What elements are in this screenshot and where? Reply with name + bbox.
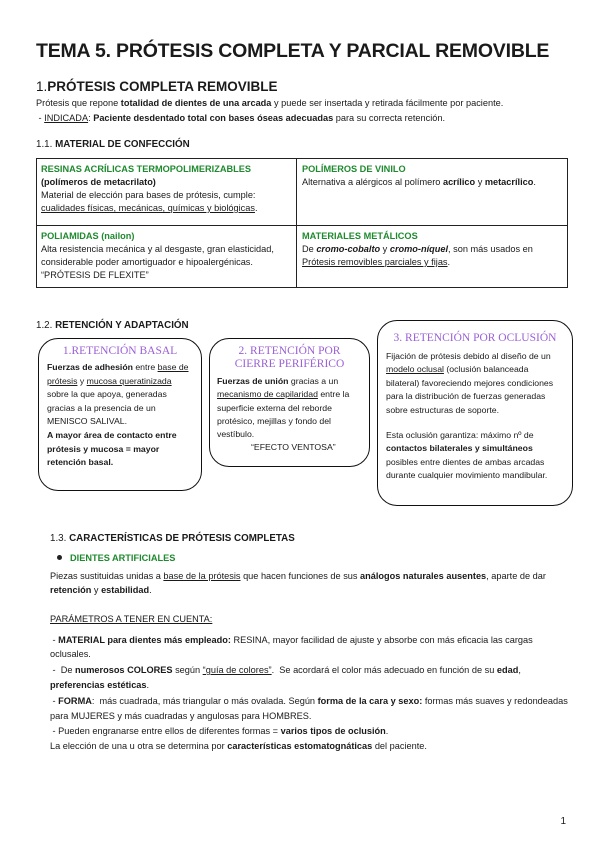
text: y [91, 585, 102, 595]
cell-text: . [533, 177, 536, 187]
cell-text: , son más usados en [448, 244, 533, 254]
cell-text: y [380, 244, 390, 254]
box-text: para la distribución de fuerzas generadas [386, 391, 546, 402]
paragraph-line [50, 725, 388, 738]
box-text: MENISCO SALIVAL. [47, 416, 127, 427]
cell-text-bold: acrílico [442, 177, 476, 187]
box-text: (oclusión balanceada [443, 364, 529, 375]
text: . [146, 680, 150, 690]
retention-cierre-box [209, 338, 370, 467]
box-text-underlined: prótesis [47, 375, 78, 386]
text: y puede ser insertada y retirada fácilmente por paciente. [271, 98, 504, 108]
document-title: TEMA 5. PRÓTESIS COMPLETA Y PARCIAL REMOVIBLE [36, 40, 550, 62]
box-text-bold: prótesis y mucosa = mayor [47, 443, 160, 454]
cell-text-bold: metacrílico [484, 177, 534, 187]
box-text: y [77, 375, 87, 386]
cell-text: Alternativa a alérgicos al polímero [302, 177, 443, 187]
box-body [386, 350, 553, 483]
cell-text-bold: cromo-níquel [389, 244, 449, 254]
box-title-line: CIERRE PERIFÉRICO [234, 358, 345, 370]
materials-table [36, 158, 568, 288]
text: del paciente. [372, 741, 427, 751]
text: formas más suaves y redondeadas [422, 696, 568, 706]
table-divider [296, 159, 297, 287]
text-underlined: PARÁMETROS A TENER EN CUENTA: [50, 614, 213, 624]
box-title [210, 345, 369, 371]
text-bold: Paciente desdentado total con bases óseas adecuadas [93, 113, 334, 123]
paragraph-line [50, 710, 311, 723]
cell-text: . [254, 203, 258, 213]
parameters-heading [50, 613, 212, 626]
subsection-number: 1.2. [36, 320, 53, 331]
paragraph-line [50, 570, 546, 583]
section-heading [36, 79, 278, 94]
subsection-number: 1.3. [50, 533, 67, 544]
text-bold: varios tipos de oclusión [280, 726, 386, 736]
text-bold: numerosos COLORES [75, 665, 173, 675]
paragraph-line [50, 584, 152, 597]
text-bold: análogos naturales ausentes [360, 571, 487, 581]
box-text: gracias a un [288, 376, 339, 386]
text: . [149, 585, 152, 595]
text-bold: edad [496, 665, 519, 675]
text-bold: retención [50, 585, 92, 595]
box-title: 1.RETENCIÓN BASAL [62, 345, 178, 357]
table-cell-metalicos [302, 230, 533, 269]
text: oclusales. [50, 649, 91, 659]
text: - Pueden engranarse entre ellos de diferentes formas = [50, 726, 281, 736]
box-text: Fijación de prótesis debido al diseño de un [386, 351, 551, 361]
cell-title: RESINAS ACRÍLICAS TERMOPOLIMERIZABLES [41, 164, 251, 174]
text-bold: características estomatognáticas [227, 741, 373, 751]
text: para su correcta retención. [333, 113, 446, 123]
text-bold: totalidad de dientes de una arcada [120, 98, 272, 108]
box-text-bold: Fuerzas de adhesión [47, 362, 133, 372]
paragraph-line [50, 634, 533, 647]
table-divider [37, 225, 567, 226]
table-cell-poliamidas [41, 230, 274, 282]
page-number: 1 [560, 816, 566, 827]
box-text-bold: contactos bilaterales y simultáneos [386, 443, 533, 454]
paragraph-line [50, 648, 91, 661]
cell-title: MATERIALES METÁLICOS [302, 231, 418, 241]
cell-subtitle: (polímeros de metacrilato) [41, 177, 156, 187]
text: - [36, 113, 45, 123]
box-body [47, 361, 189, 470]
text: - [50, 635, 59, 645]
box-text: durante cualquier movimiento mandibular. [386, 470, 548, 481]
cell-text: considerable poder amortiguador e hipoalergénicas. [41, 257, 253, 267]
box-text: sobre estructuras de soporte. [386, 404, 499, 415]
cell-text: . [447, 257, 451, 267]
text: para MUJERES y más cuadradas y angulosas para HOMBRES. [50, 711, 312, 721]
cell-text: “PRÓTESIS DE FLEXITE” [41, 270, 149, 280]
bullet-item [57, 552, 175, 565]
box-text-underlined: mucosa queratinizada [86, 375, 172, 386]
box-text-underlined: modelo oclusal [386, 364, 444, 375]
text: que hacen funciones de sus [240, 571, 361, 581]
subsection-heading [50, 533, 295, 544]
cell-text-underlined: cualidades físicas, mecánicas, químicas y biológicas [41, 203, 255, 213]
text: . Se acordará el color más adecuado en función de su [271, 665, 497, 675]
text-bold: preferencias estéticas [50, 680, 147, 690]
bullet-label: DIENTES ARTIFICIALES [70, 553, 176, 563]
text: . [385, 726, 389, 736]
box-text-bold: Fuerzas de unión [217, 376, 289, 386]
box-text-underlined: mecanismo de capilaridad [217, 389, 318, 400]
retention-oclusion-box [377, 320, 573, 506]
cell-text: y [475, 177, 485, 187]
subsection-title: RETENCIÓN Y ADAPTACIÓN [52, 320, 189, 331]
box-text: gracias a la presencia de un [47, 402, 156, 413]
box-body [217, 375, 349, 455]
box-text: Esta oclusión garantiza: máximo nº de [386, 430, 534, 441]
subsection-title: CARACTERÍSTICAS DE PRÓTESIS COMPLETAS [66, 533, 295, 544]
box-text: entre la [317, 389, 350, 400]
cell-title: POLÍMEROS DE VINILO [302, 164, 406, 174]
text-bold: forma de la cara y sexo: [317, 696, 423, 706]
cell-text: Alta resistencia mecánica y al desgaste, gran elasticidad, [41, 244, 274, 254]
indicada-line [36, 112, 445, 125]
subsection-number: 1.1. [36, 139, 53, 150]
intro-paragraph [36, 97, 503, 110]
section-number: 1. [36, 79, 48, 94]
text: Prótesis que repone [36, 98, 121, 108]
text: , aparte de dar [486, 571, 546, 581]
box-text: protésico, mejillas y fondo del [217, 415, 331, 426]
paragraph-line [50, 679, 149, 692]
box-text: bilateral) favoreciendo mejores condiciones [386, 377, 554, 388]
indicada-label: INDICADA [44, 113, 89, 123]
text: según [172, 665, 203, 675]
box-text-underlined: base de [157, 362, 189, 372]
cell-title: POLIAMIDAS (nailon) [41, 231, 135, 241]
text-underlined: “guía de colores” [202, 665, 272, 675]
subsection-heading [36, 139, 190, 150]
text-underlined: base de la prótesis [163, 571, 241, 581]
subsection-heading [36, 320, 189, 331]
text: : [88, 113, 94, 123]
text: - De [50, 665, 76, 675]
text: La elección de una u otra se determina por [50, 741, 228, 751]
box-text: posibles entre dientes de ambas arcadas [386, 456, 545, 467]
box-text: “EFECTO VENTOSA” [251, 442, 336, 453]
text: Piezas sustituidas unidas a [50, 571, 164, 581]
paragraph-line [50, 664, 521, 677]
box-text: vestíbulo. [217, 429, 255, 440]
bullet-icon [57, 555, 62, 560]
paragraph-line [50, 695, 568, 708]
retention-basal-box [38, 338, 202, 491]
cell-text: Material de elección para bases de prótesis, cumple: [41, 190, 256, 200]
box-text-bold: retención basal. [47, 457, 114, 468]
text-bold: MATERIAL para dientes más empleado: [58, 635, 231, 645]
section-title: PRÓTESIS COMPLETA REMOVIBLE [47, 79, 278, 94]
text: RESINA, mayor facilidad de ajuste y absorbe con más eficacia las cargas [230, 635, 533, 645]
box-title-line: 2. RETENCIÓN POR [238, 345, 341, 357]
subsection-title: MATERIAL DE CONFECCIÓN [52, 139, 190, 150]
box-title: 3. RETENCIÓN POR OCLUSIÓN [393, 332, 557, 344]
table-cell-resinas [41, 163, 258, 215]
box-text: entre [132, 362, 158, 372]
cell-text-bold: cromo-cobalto [316, 244, 381, 254]
box-text-bold: A mayor área de contacto entre [47, 429, 177, 440]
box-text: superficie externa del reborde [217, 402, 332, 413]
text: : más cuadrada, más triangular o más ovalada. Según [91, 696, 318, 706]
text-bold: estabilidad [101, 585, 150, 595]
text: - [50, 696, 59, 706]
text: , [518, 665, 521, 675]
table-cell-vinilo [302, 163, 536, 189]
box-text: sobre la que apoya, generadas [47, 389, 167, 400]
text-bold: FORMA [58, 696, 92, 706]
cell-text: De [302, 244, 317, 254]
paragraph-line [50, 740, 427, 753]
cell-text-underlined: Prótesis removibles parciales y fijas [302, 257, 448, 267]
